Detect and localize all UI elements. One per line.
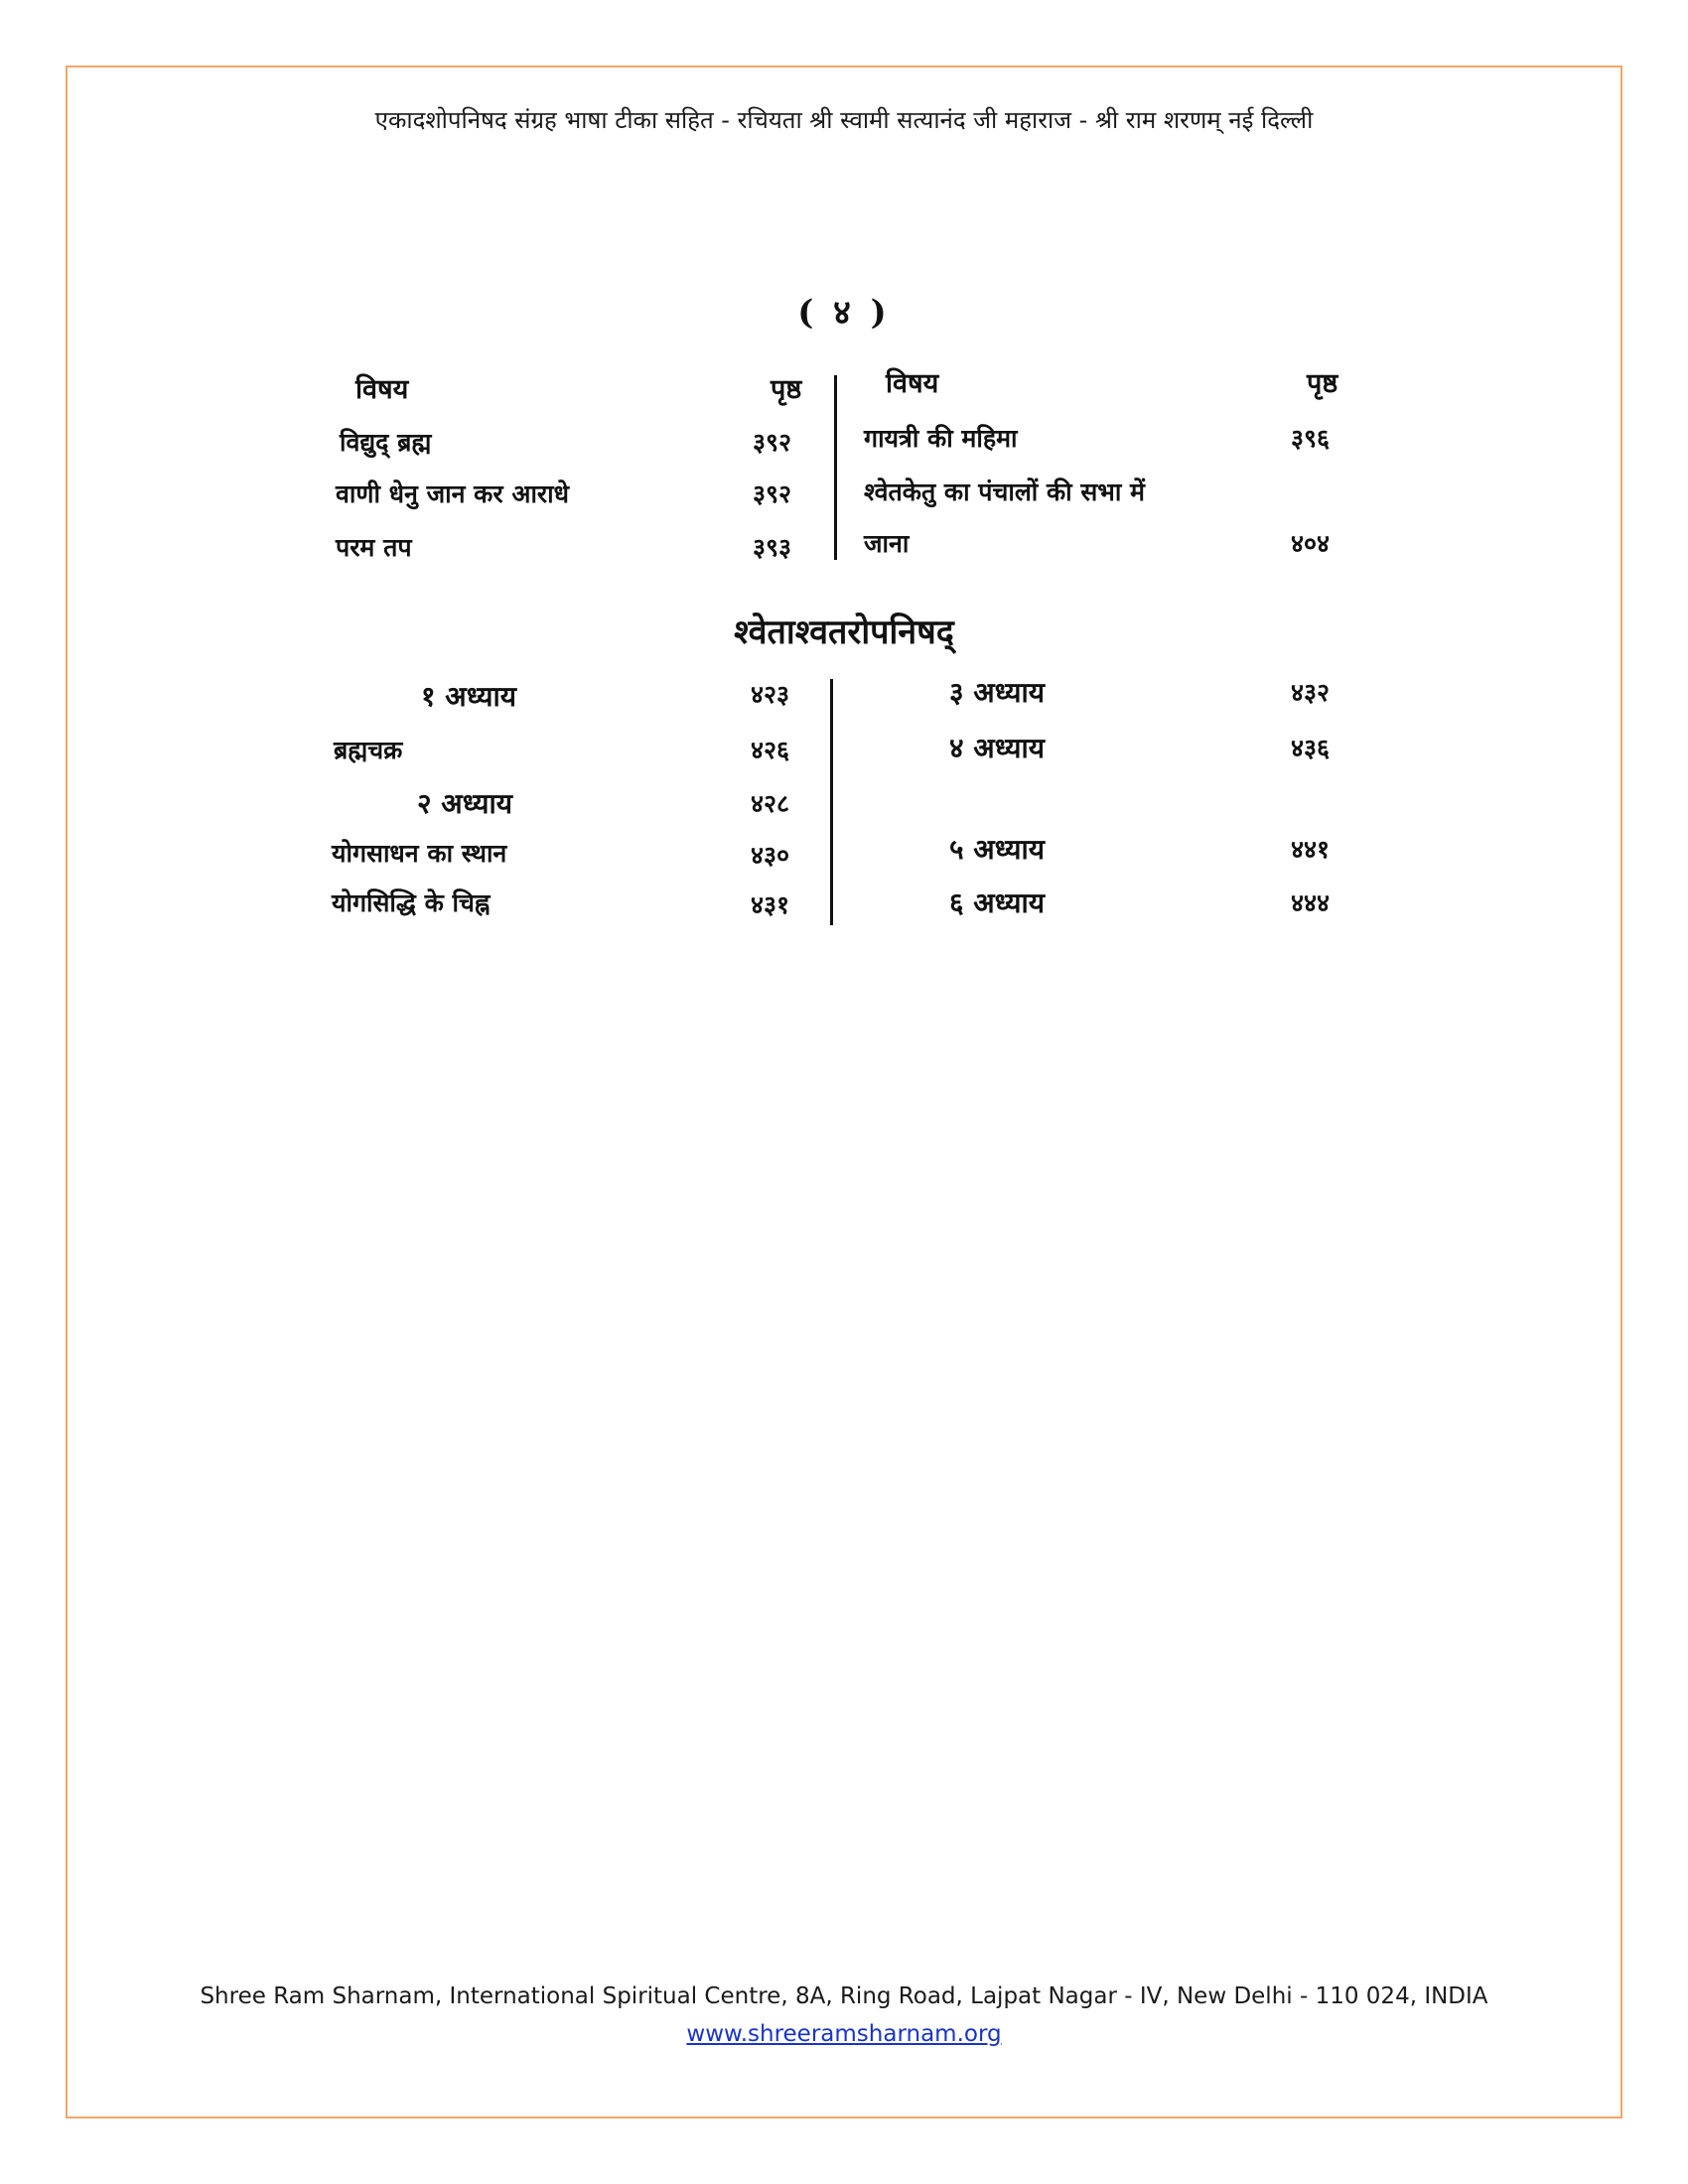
toc-item-title: २ अध्याय [417,787,512,820]
toc-item-title: योगसाधन का स्थान [332,839,507,868]
toc-item-title: ब्रह्मचक्र [334,736,403,764]
right-subject-heading: विषय [886,368,939,399]
toc-item-page: ४४४ [1291,888,1331,917]
toc-item-page: ४३१ [751,890,790,919]
toc-item-page: ३९६ [1291,424,1331,453]
toc-item-title: जाना [864,529,910,558]
toc-item-page: ३९२ [753,428,792,457]
footer-address: Shree Ram Sharnam, International Spiritual Centre, 8A, Ring Road, Lajpat Nagar - IV, New Delhi - 110 024, INDIA [200,1983,1488,2009]
column-divider [834,375,837,560]
website-link[interactable]: www.shreeramsharnam.org [686,2021,1002,2047]
left-subject-heading: विषय [355,374,409,405]
section-title: श्वेताश्वतरोपनिषद् [734,613,954,652]
toc-item-title: १ अध्याय [421,680,516,713]
toc-item-page: ४२३ [751,680,790,709]
toc-item-page: ३९३ [753,533,792,562]
page-number: ( ४ ) [797,293,891,333]
toc-item-title: योगसिद्धि के चिह्न [332,888,491,917]
right-page-heading: पृष्ठ [1307,368,1338,399]
toc-item-page: ४३२ [1291,678,1331,707]
toc-item-title: परम तप [336,533,412,562]
toc-item-title: गायत्री की महिमा [864,424,1018,453]
toc-item-title: श्वेतकेतु का पंचालों की सभा में [864,478,1145,506]
toc-item-page: ४३६ [1291,734,1331,762]
toc-item-page: ४२६ [751,736,790,764]
column-divider [830,679,833,925]
toc-item-page: ४२८ [751,789,790,818]
toc-item-title: ३ अध्याय [949,676,1045,709]
toc-item-title: ४ अध्याय [949,732,1045,764]
toc-item-page: ४३० [751,841,790,870]
toc-item-title: ६ अध्याय [949,887,1045,919]
page-border [66,66,1622,2118]
left-page-heading: पृष्ठ [771,374,802,405]
toc-item-page: ३९२ [753,479,792,508]
toc-item-page: ४०४ [1291,529,1331,558]
toc-item-title: वाणी धेनु जान कर आराधे [336,479,569,508]
toc-item-page: ४४१ [1291,835,1331,864]
toc-item-title: ५ अध्याय [949,833,1045,866]
page-header: एकादशोपनिषद संग्रह भाषा टीका सहित - रचियता श्री स्वामी सत्यानंद जी महाराज - श्री राम शरणम् नई दिल्ली [374,106,1314,134]
toc-item-title: विद्युद् ब्रह्म [340,428,432,457]
